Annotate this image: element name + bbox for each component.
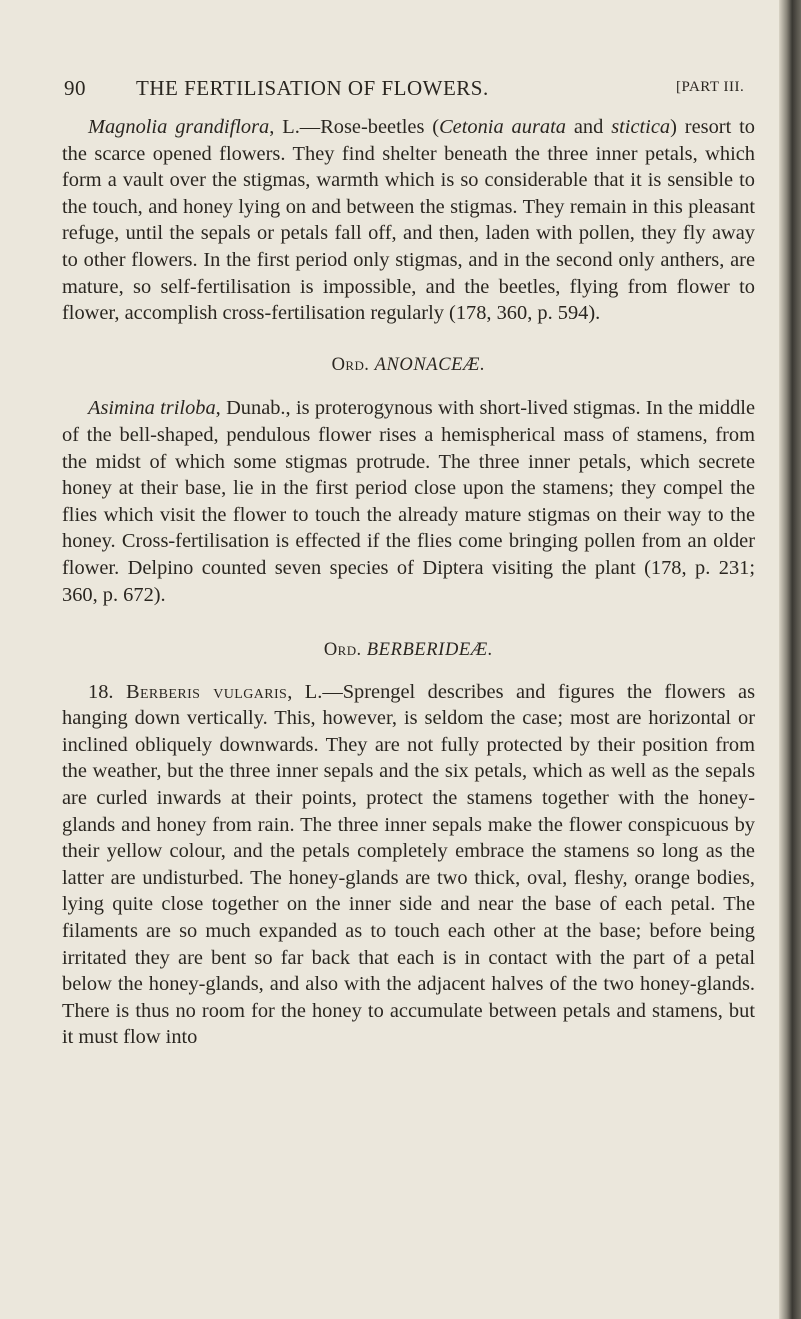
order-name: BERBERIDEÆ. bbox=[366, 640, 494, 661]
species-name: Magnolia grandiflora bbox=[88, 116, 270, 138]
order-name: ANONACEÆ. bbox=[374, 354, 486, 375]
taxon-name: stictica bbox=[611, 116, 671, 138]
paragraph-berberis bbox=[62, 679, 755, 1051]
paragraph-text: ) resort to the scarce opened flowers. They find shelter beneath the three inner petals, which form a vault over the stigmas, warmth which is so considerable that it is sensible to the touch, and honey lying on and between the stigmas. They remain in this pleasant refuge, until the sepals or petals fall off, and then, laden with pollen, they fly away to other flowers. In the first period only stigmas, and in the second only anthers, are mature, so self-fertilisation is impossible, and the beetles, flying from flower to flower, accomplish cross-fertilisation regularly (178, 360, p. 594). bbox=[62, 116, 755, 325]
body-text bbox=[62, 114, 755, 1051]
order-heading-berberideae bbox=[62, 637, 755, 664]
page-number: 90 bbox=[64, 76, 86, 100]
paragraph-magnolia bbox=[62, 114, 755, 327]
taxon-name: Cetonia aurata bbox=[439, 116, 566, 138]
paragraph-text: , L.—Sprengel describes and figures the flowers as hanging down vertically. This, however, is seldom the case; most are horizontal or inclined obliquely downwards. They are not fully protected by their position from the weather, but the three inner sepals and the six petals, which as well as the sepals are curled inwards at their points, protect the stamens together with the honey-glands and honey from rain. The three inner sepals make the flower conspicuous by their yellow colour, and the petals completely embrace the stamens so long as the latter are undisturbed. The honey-glands are two thick, oval, fleshy, orange bodies, lying quite close together on the inner side and near the base of each petal. The filaments are so much expanded as to touch each other at the base; before being irritated they are bent so far back that each is in contact with the part of a petal below the honey-glands, and also with the adjacent halves of the two honey-glands. There is thus no room for the honey to accumulate between petals and stamens, but it must flow into bbox=[62, 680, 756, 1049]
paragraph-text: , L.—Rose-beetles ( bbox=[269, 116, 440, 138]
part-label: [PART III. bbox=[676, 79, 745, 95]
paragraph-text: , Dunab., is proterogynous with short-lived stigmas. In the middle of the bell-shaped, pendulous flower rises a hemispherical mass of stamens, from the midst of which some stigmas protrude. The three inner petals, which secrete honey at their base, lie in the first period close upon the stamens; they compel the flies which visit the flower to touch the already mature stigmas on their way to the honey. Cross-fertilisation is effected if the flies come bringing pollen from an older flower. Delpino counted seven species of Diptera visiting the plant (178, p. 231; 360, p. 672). bbox=[62, 397, 755, 606]
species-name: Berberis vulgaris bbox=[125, 680, 288, 703]
order-prefix: Ord. bbox=[323, 640, 362, 661]
section-number: 18. bbox=[88, 680, 114, 703]
order-heading-anonaceae bbox=[62, 352, 755, 379]
page-edge-shadow bbox=[779, 0, 801, 1319]
running-head bbox=[64, 76, 754, 104]
species-name: Asimina triloba bbox=[88, 397, 216, 420]
paragraph-asimina bbox=[62, 395, 755, 608]
paragraph-text: and bbox=[565, 116, 612, 138]
order-prefix: Ord. bbox=[331, 354, 370, 375]
running-title: THE FERTILISATION OF FLOWERS. bbox=[136, 76, 489, 100]
